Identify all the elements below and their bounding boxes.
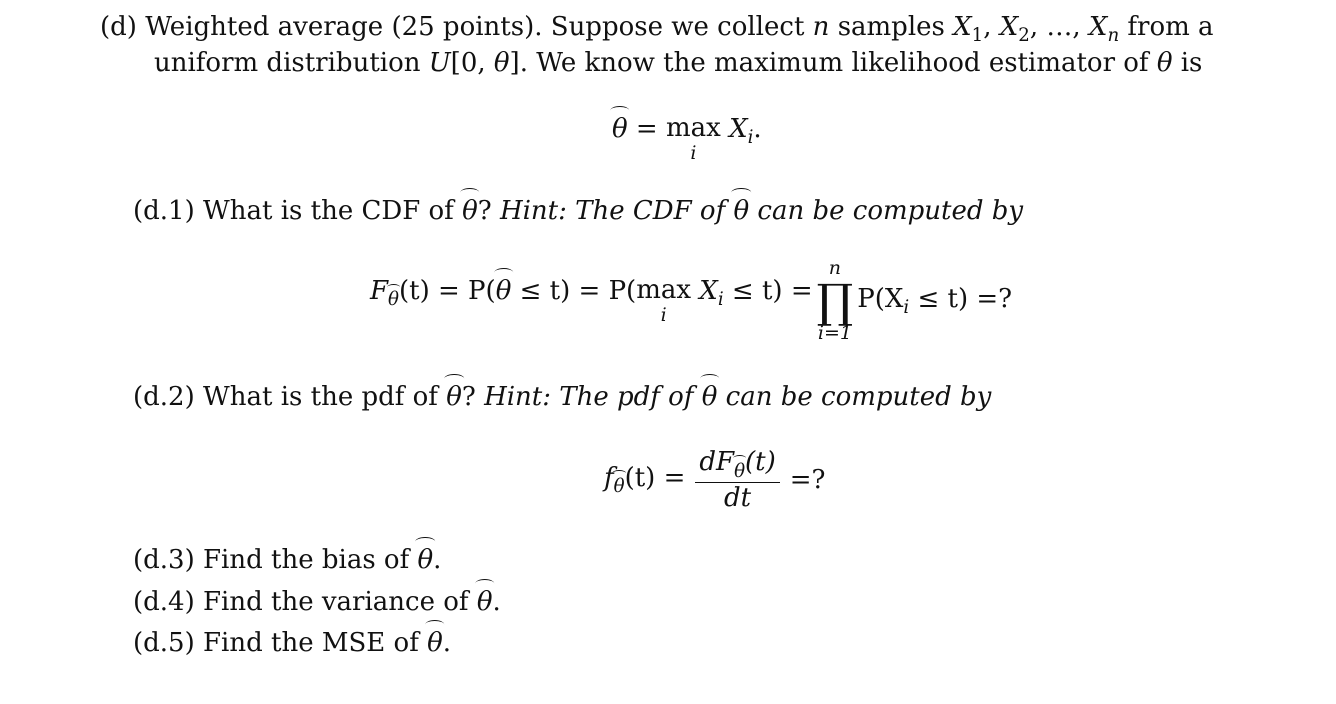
d4-label: (d.4) [133, 587, 195, 617]
mle-text: We know the maximum likelihood estimator of [536, 48, 1149, 78]
sub-i: i [717, 289, 724, 311]
derivative-fraction [695, 447, 779, 512]
theta-hat: θ [612, 114, 628, 144]
prod-lower-i: i=1 [817, 322, 852, 344]
range-close: ]. [509, 48, 528, 78]
period: . [433, 545, 442, 575]
theta-hat: θ [495, 276, 512, 307]
df-text: dF [699, 447, 735, 478]
cdf-part-3: ≤ t) = [731, 276, 813, 307]
period: . [753, 114, 762, 144]
sub-theta-hat: θ [734, 460, 746, 482]
question-mark: ? [461, 382, 476, 412]
part-d-text: Weighted average (25 points). Suppose we collect [145, 12, 805, 42]
equation-pdf [604, 440, 826, 520]
var-x2: X [999, 12, 1019, 42]
ellipsis: …, [1046, 12, 1081, 42]
range-open: [0, [450, 48, 486, 78]
theta-hat: θ [462, 196, 478, 226]
question-d1 [133, 196, 1023, 226]
sub-2: 2 [1018, 25, 1030, 47]
cdf-part-1: (t) = P( [399, 276, 496, 307]
theta-hat: θ [417, 545, 434, 575]
var-theta-2: θ [1156, 48, 1173, 78]
sub-1: 1 [971, 25, 984, 47]
period: . [492, 587, 501, 617]
equation-mle [612, 114, 762, 163]
part-d-line2 [154, 48, 1202, 78]
equation-cdf [370, 255, 1012, 347]
fraction-denominator: dt [724, 482, 752, 513]
var-x-i: X [699, 276, 718, 307]
list-item [133, 587, 501, 617]
comma-2: , [1029, 12, 1039, 42]
d2-text: What is the pdf of [203, 382, 438, 412]
question-mark: ? [477, 196, 492, 226]
theta-hat: θ [446, 382, 462, 412]
pdf-lhs: (t) = [624, 462, 686, 493]
theta-hat: θ [733, 196, 750, 226]
var-xn: X [1088, 12, 1108, 42]
sub-theta-hat: θ [388, 289, 399, 311]
theta-hat: θ [427, 628, 443, 658]
d2-hint: Hint: The pdf of [484, 382, 694, 412]
part-label: (d) [100, 12, 137, 42]
pdf-tail: =? [789, 465, 826, 495]
question-d2 [133, 382, 991, 412]
list-item [133, 545, 441, 575]
sub-n: n [1107, 25, 1120, 47]
var-n: n [812, 12, 830, 42]
d2-hint-end: can be computed by [725, 382, 992, 412]
sub-i: i [903, 297, 910, 319]
prod-upper-n: n [828, 257, 842, 279]
var-f-lower: f [604, 462, 614, 493]
d1-hint-end: can be computed by [757, 196, 1024, 226]
d1-text: What is the CDF of [203, 196, 454, 226]
d2-label: (d.2) [133, 382, 195, 412]
d3-text: Find the bias of [203, 545, 410, 575]
sub-i: i [747, 127, 754, 149]
samples-word: samples [837, 12, 945, 42]
fraction-numerator [695, 447, 779, 482]
d1-hint: Hint: The CDF of [499, 196, 726, 226]
from-a-text: from a [1127, 12, 1214, 42]
prod-symbol: ∏ [816, 274, 854, 328]
d4-text: Find the variance of [203, 587, 469, 617]
theta-hat: θ [476, 587, 493, 617]
var-f: F [370, 276, 389, 307]
var-theta: θ [493, 48, 510, 78]
var-x-i: X [729, 114, 748, 144]
var-x1: X [953, 12, 972, 42]
d3-label: (d.3) [133, 545, 195, 575]
period: . [442, 628, 452, 658]
d5-label: (d.5) [133, 628, 195, 658]
list-item [133, 628, 451, 658]
equals-sign: = [635, 114, 658, 144]
d5-text: Find the MSE of [203, 628, 419, 658]
t-arg: (t) [745, 447, 776, 478]
max-word: max [665, 113, 721, 143]
max-sub-i: i [660, 303, 667, 326]
cdf-part-2: ≤ t) = P( [519, 276, 637, 307]
comma-1: , [983, 12, 992, 42]
max-operator [666, 114, 721, 163]
max-sub-i: i [690, 141, 697, 164]
part-d-line1 [100, 12, 1214, 46]
cdf-tail-1: P(X [857, 283, 904, 314]
is-word: is [1180, 48, 1203, 78]
uniform-text: uniform distribution [154, 48, 421, 78]
product-operator [817, 259, 854, 343]
cdf-tail-2: ≤ t) =? [917, 283, 1013, 314]
max-word: max [636, 275, 692, 306]
var-u: U [428, 48, 451, 78]
theta-hat: θ [701, 382, 718, 412]
max-operator [636, 276, 691, 325]
sub-theta-hat: θ [613, 476, 625, 498]
d1-label: (d.1) [133, 196, 195, 226]
